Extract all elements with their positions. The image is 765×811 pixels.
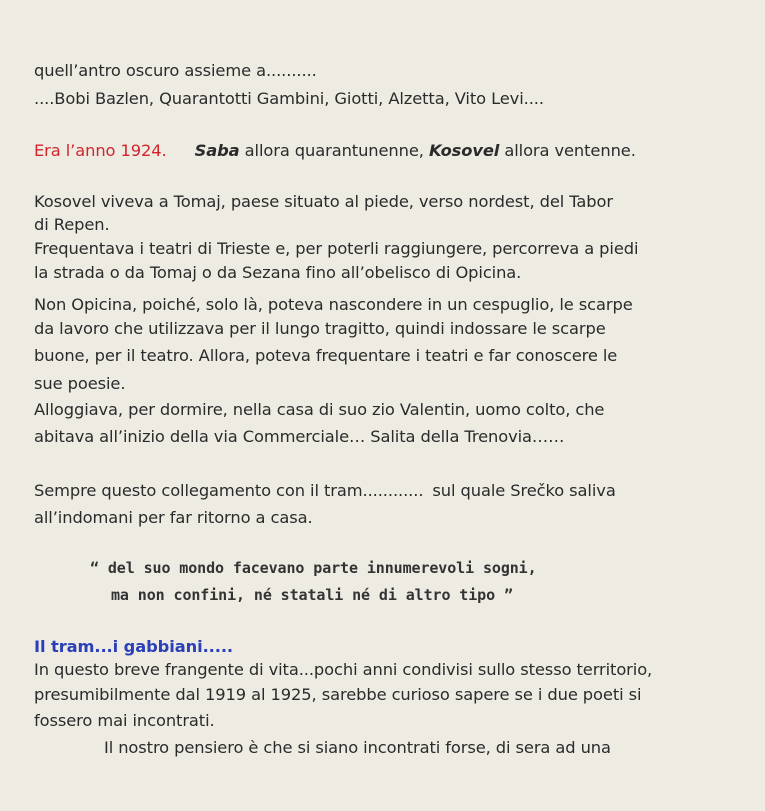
saba-text: allora quarantunenne, [239,141,424,160]
text-line: fossero mai incontrati. [34,711,215,730]
text-line: Il nostro pensiero è che si siano incontrati forse, di sera ad una [104,738,611,757]
text-line: Alloggiava, per dormire, nella casa di suo zio Valentin, uomo colto, che [34,400,605,419]
text-line: quell’antro oscuro assieme a.......... [34,61,317,80]
text-line: Frequentava i teatri di Trieste e, per poterli raggiungere, percorreva a piedi [34,239,639,258]
tram-text-a: Sempre questo collegamento con il tram............ [34,481,424,500]
text-line: In questo breve frangente di vita...pochi anni condivisi sullo stesso territorio, [34,660,653,679]
text-line: Non Opicina, poiché, solo là, poteva nascondere in un cespuglio, le scarpe [34,295,633,314]
section-heading: Il tram...i gabbiani..... [34,637,233,656]
text-line: la strada o da Tomaj o da Sezana fino all’obelisco di Opicina. [34,263,522,282]
quote-line: ma non confini, né statali né di altro tipo ” [111,586,513,604]
kosovel-text: allora ventenne. [499,141,636,160]
year-label: Era l’anno 1924. [34,141,167,160]
quote-line: “ del suo mondo facevano parte innumerevoli sogni, [90,559,537,577]
text-line: abitava all’inizio della via Commerciale… Salita della Trenovia…… [34,427,565,446]
text-line: all’indomani per far ritorno a casa. [34,508,313,527]
saba-name: Saba [194,141,240,160]
year-line [34,140,636,162]
kosovel-name: Kosovel [428,141,500,160]
tram-text-b: sul quale Srečko saliva [432,481,616,500]
text-line: sue poesie. [34,374,126,393]
text-line: di Repen. [34,215,110,234]
text-line: Kosovel viveva a Tomaj, paese situato al piede, verso nordest, del Tabor [34,192,613,211]
tram-line [34,480,616,502]
text-line: buone, per il teatro. Allora, poteva frequentare i teatri e far conoscere le [34,346,618,365]
text-line: ....Bobi Bazlen, Quarantotti Gambini, Giotti, Alzetta, Vito Levi.... [34,89,544,108]
text-line: da lavoro che utilizzava per il lungo tragitto, quindi indossare le scarpe [34,319,606,338]
text-line: presumibilmente dal 1919 al 1925, sarebbe curioso sapere se i due poeti si [34,685,642,704]
